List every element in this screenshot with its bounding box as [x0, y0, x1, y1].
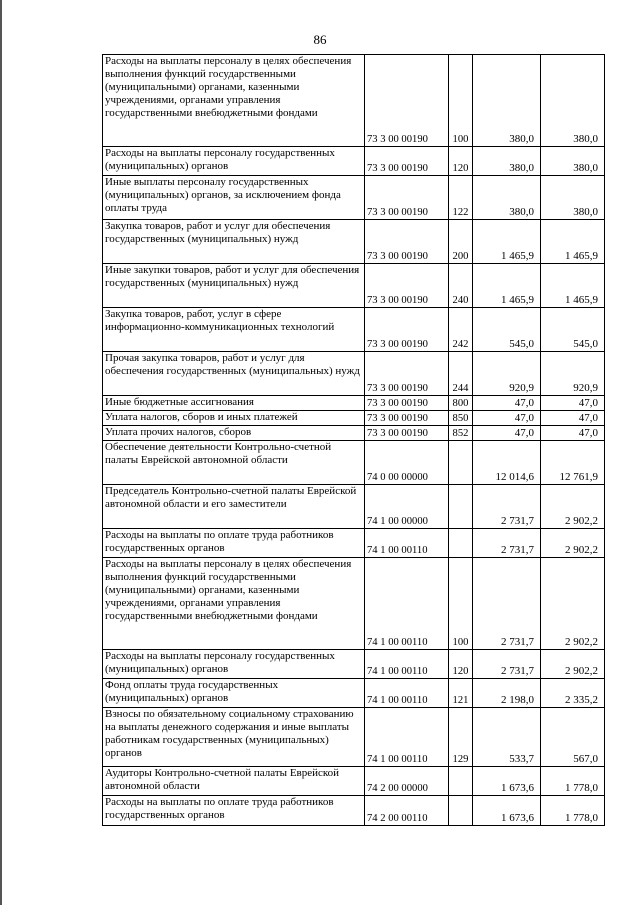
row-expense-type [449, 796, 473, 826]
row-amount-year-2: 1 778,0 [541, 767, 605, 796]
row-amount-year-1: 1 465,9 [473, 220, 541, 264]
row-name: Расходы на выплаты персоналу государственных (муниципальных) органов [103, 147, 365, 176]
row-name: Уплата прочих налогов, сборов [103, 426, 365, 441]
row-name: Иные закупки товаров, работ и услуг для обеспечения государственных (муниципальных) нужд [103, 264, 365, 308]
row-expense-type: 242 [449, 308, 473, 352]
row-expense-type [449, 485, 473, 529]
table-row [103, 396, 605, 411]
budget-table-body [103, 55, 605, 826]
row-target-code: 73 3 00 00190 [365, 220, 449, 264]
row-expense-type: 120 [449, 147, 473, 176]
row-name: Иные выплаты персоналу государственных (муниципальных) органов, за исключением фонда оплаты труда [103, 176, 365, 220]
row-amount-year-2: 380,0 [541, 176, 605, 220]
row-amount-year-2: 47,0 [541, 426, 605, 441]
row-name: Фонд оплаты труда государственных (муниципальных) органов [103, 679, 365, 708]
table-row [103, 529, 605, 558]
table-row [103, 485, 605, 529]
page-number: 86 [313, 32, 327, 47]
row-amount-year-2: 1 778,0 [541, 796, 605, 826]
table-row [103, 426, 605, 441]
table-row [103, 147, 605, 176]
row-expense-type: 852 [449, 426, 473, 441]
row-amount-year-1: 920,9 [473, 352, 541, 396]
row-amount-year-1: 545,0 [473, 308, 541, 352]
row-name: Расходы на выплаты по оплате труда работников государственных органов [103, 796, 365, 826]
row-target-code: 74 1 00 00110 [365, 708, 449, 767]
row-amount-year-1: 2 731,7 [473, 558, 541, 650]
table-row [103, 558, 605, 650]
row-target-code: 74 1 00 00000 [365, 485, 449, 529]
row-name: Аудиторы Контрольно-счетной палаты Еврейской автономной области [103, 767, 365, 796]
row-amount-year-1: 12 014,6 [473, 441, 541, 485]
row-amount-year-1: 2 731,7 [473, 529, 541, 558]
row-amount-year-1: 533,7 [473, 708, 541, 767]
row-name: Взносы по обязательному социальному страхованию на выплаты денежного содержания и иные выплаты работникам государственных (муниципальных) органов [103, 708, 365, 767]
row-amount-year-1: 47,0 [473, 411, 541, 426]
row-name: Расходы на выплаты персоналу в целях обеспечения выполнения функций государственными (муниципальными) органами, казенными учреждениями, органами управления государственными внебюджетными фондами [103, 55, 365, 147]
row-amount-year-2: 47,0 [541, 396, 605, 411]
row-amount-year-1: 47,0 [473, 396, 541, 411]
table-row [103, 650, 605, 679]
row-name: Обеспечение деятельности Контрольно-счетной палаты Еврейской автономной области [103, 441, 365, 485]
row-expense-type: 122 [449, 176, 473, 220]
row-expense-type: 100 [449, 558, 473, 650]
row-expense-type [449, 767, 473, 796]
row-expense-type [449, 441, 473, 485]
row-amount-year-1: 1 465,9 [473, 264, 541, 308]
row-target-code: 74 2 00 00000 [365, 767, 449, 796]
row-name: Председатель Контрольно-счетной палаты Еврейской автономной области и его заместители [103, 485, 365, 529]
row-amount-year-1: 47,0 [473, 426, 541, 441]
row-expense-type: 200 [449, 220, 473, 264]
row-name: Расходы на выплаты персоналу в целях обеспечения выполнения функций государственными (муниципальными) органами, казенными учреждениями, органами управления государственными внебюджетными фондами [103, 558, 365, 650]
row-amount-year-1: 380,0 [473, 176, 541, 220]
row-name: Закупка товаров, работ и услуг для обеспечения государственных (муниципальных) нужд [103, 220, 365, 264]
row-expense-type: 850 [449, 411, 473, 426]
row-name: Расходы на выплаты персоналу государственных (муниципальных) органов [103, 650, 365, 679]
table-row [103, 441, 605, 485]
row-amount-year-1: 2 731,7 [473, 650, 541, 679]
row-amount-year-2: 12 761,9 [541, 441, 605, 485]
table-row [103, 708, 605, 767]
row-target-code: 74 2 00 00110 [365, 796, 449, 826]
row-amount-year-1: 380,0 [473, 147, 541, 176]
row-target-code: 73 3 00 00190 [365, 352, 449, 396]
row-amount-year-2: 2 902,2 [541, 485, 605, 529]
table-row [103, 55, 605, 147]
table-row [103, 796, 605, 826]
row-amount-year-2: 380,0 [541, 147, 605, 176]
row-amount-year-2: 2 902,2 [541, 650, 605, 679]
table-row [103, 264, 605, 308]
row-amount-year-1: 1 673,6 [473, 796, 541, 826]
row-target-code: 74 1 00 00110 [365, 558, 449, 650]
row-expense-type: 121 [449, 679, 473, 708]
row-expense-type: 244 [449, 352, 473, 396]
row-expense-type: 129 [449, 708, 473, 767]
row-amount-year-1: 380,0 [473, 55, 541, 147]
row-name: Иные бюджетные ассигнования [103, 396, 365, 411]
row-target-code: 74 1 00 00110 [365, 650, 449, 679]
row-target-code: 73 3 00 00190 [365, 264, 449, 308]
row-target-code: 73 3 00 00190 [365, 411, 449, 426]
row-amount-year-2: 1 465,9 [541, 264, 605, 308]
row-target-code: 73 3 00 00190 [365, 426, 449, 441]
row-amount-year-2: 47,0 [541, 411, 605, 426]
table-row [103, 176, 605, 220]
row-name: Прочая закупка товаров, работ и услуг для обеспечения государственных (муниципальных) нужд [103, 352, 365, 396]
table-row [103, 308, 605, 352]
row-target-code: 74 1 00 00110 [365, 529, 449, 558]
row-name: Уплата налогов, сборов и иных платежей [103, 411, 365, 426]
row-amount-year-1: 2 198,0 [473, 679, 541, 708]
table-row [103, 220, 605, 264]
row-target-code: 73 3 00 00190 [365, 308, 449, 352]
row-name: Закупка товаров, работ, услуг в сфере информационно-коммуникационных технологий [103, 308, 365, 352]
table-row [103, 352, 605, 396]
row-target-code: 73 3 00 00190 [365, 55, 449, 147]
table-row [103, 411, 605, 426]
row-amount-year-2: 920,9 [541, 352, 605, 396]
row-target-code: 73 3 00 00190 [365, 396, 449, 411]
table-row [103, 767, 605, 796]
row-target-code: 74 1 00 00110 [365, 679, 449, 708]
row-name: Расходы на выплаты по оплате труда работников государственных органов [103, 529, 365, 558]
scan-left-border [0, 0, 2, 905]
row-target-code: 73 3 00 00190 [365, 176, 449, 220]
row-amount-year-2: 2 902,2 [541, 558, 605, 650]
row-expense-type: 100 [449, 55, 473, 147]
row-expense-type: 120 [449, 650, 473, 679]
row-amount-year-2: 545,0 [541, 308, 605, 352]
row-amount-year-2: 2 335,2 [541, 679, 605, 708]
row-expense-type: 240 [449, 264, 473, 308]
row-expense-type: 800 [449, 396, 473, 411]
row-target-code: 73 3 00 00190 [365, 147, 449, 176]
row-expense-type [449, 529, 473, 558]
row-amount-year-2: 380,0 [541, 55, 605, 147]
row-amount-year-2: 2 902,2 [541, 529, 605, 558]
budget-table [102, 54, 605, 826]
row-amount-year-2: 1 465,9 [541, 220, 605, 264]
table-row [103, 679, 605, 708]
row-amount-year-2: 567,0 [541, 708, 605, 767]
row-target-code: 74 0 00 00000 [365, 441, 449, 485]
row-amount-year-1: 2 731,7 [473, 485, 541, 529]
row-amount-year-1: 1 673,6 [473, 767, 541, 796]
